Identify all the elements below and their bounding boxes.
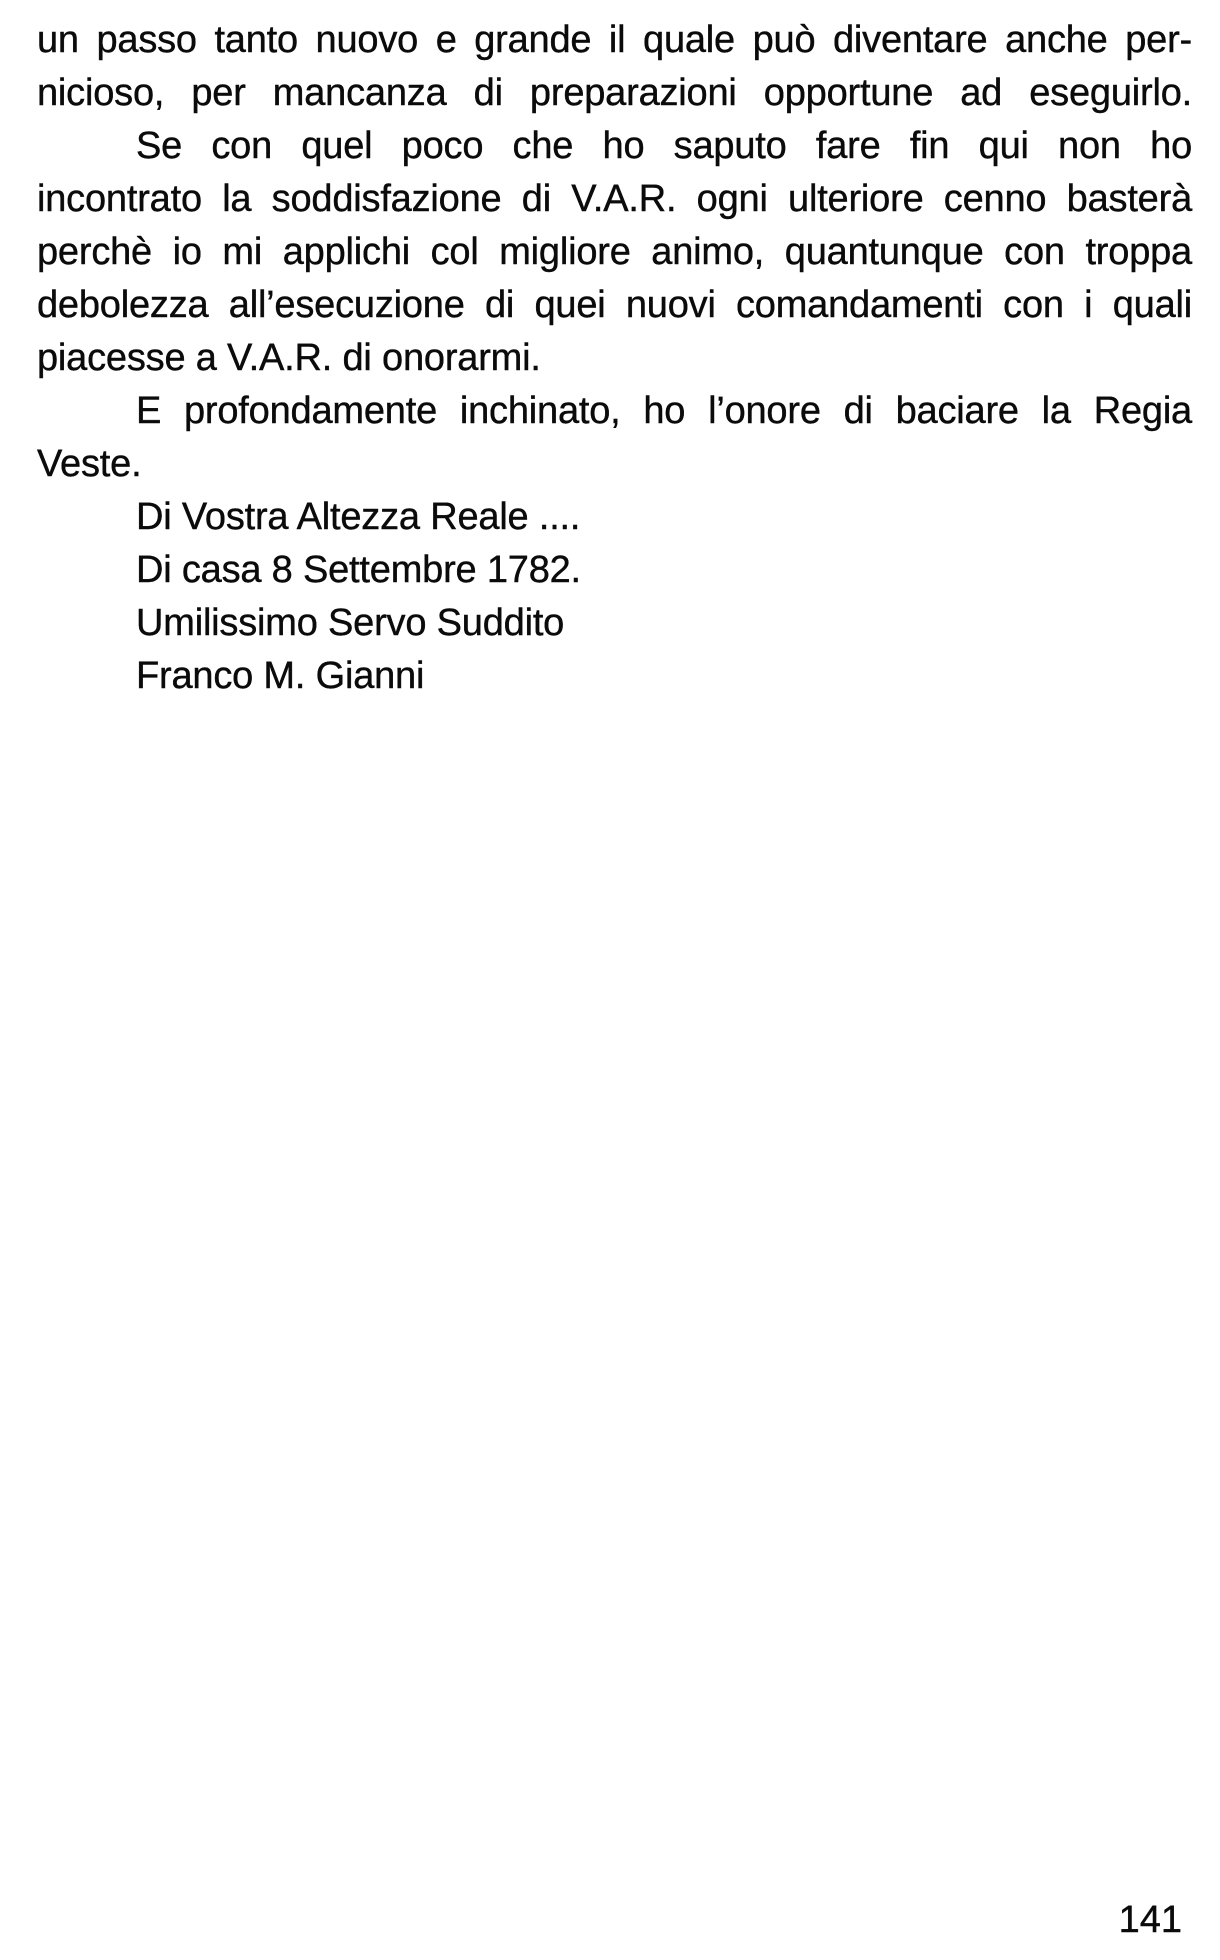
text-line-closing: Umilissimo Servo Suddito	[136, 602, 565, 644]
text-line: incontrato la soddisfazione di V.A.R. ogni ulteriore cenno basterà	[37, 178, 1192, 220]
text-line-paragraph-start: E profondamente inchinato, ho l’onore di baciare la Regia	[136, 390, 1192, 432]
text-line-paragraph-start: Se con quel poco che ho saputo fare fin qui non ho	[136, 125, 1192, 167]
text-line-paragraph-end: Veste.	[37, 443, 142, 485]
text-line: un passo tanto nuovo e grande il quale può diventare anche per-	[37, 19, 1192, 61]
text-line-paragraph-end: piacesse a V.A.R. di onorarmi.	[37, 337, 541, 379]
text-line: nicioso, per mancanza di preparazioni opportune ad eseguirlo.	[37, 72, 1192, 114]
text-line-dateline: Di casa 8 Settembre 1782.	[136, 549, 581, 591]
text-line-signature: Franco M. Gianni	[136, 655, 425, 697]
text-line: perchè io mi applichi col migliore animo, quantunque con troppa	[37, 231, 1192, 273]
body-text-block	[37, 14, 1192, 703]
text-line: debolezza all’esecuzione di quei nuovi comandamenti con i quali	[37, 284, 1192, 326]
text-line-salutation: Di Vostra Altezza Reale ....	[136, 496, 581, 538]
page-number: 141	[1118, 1899, 1182, 1941]
